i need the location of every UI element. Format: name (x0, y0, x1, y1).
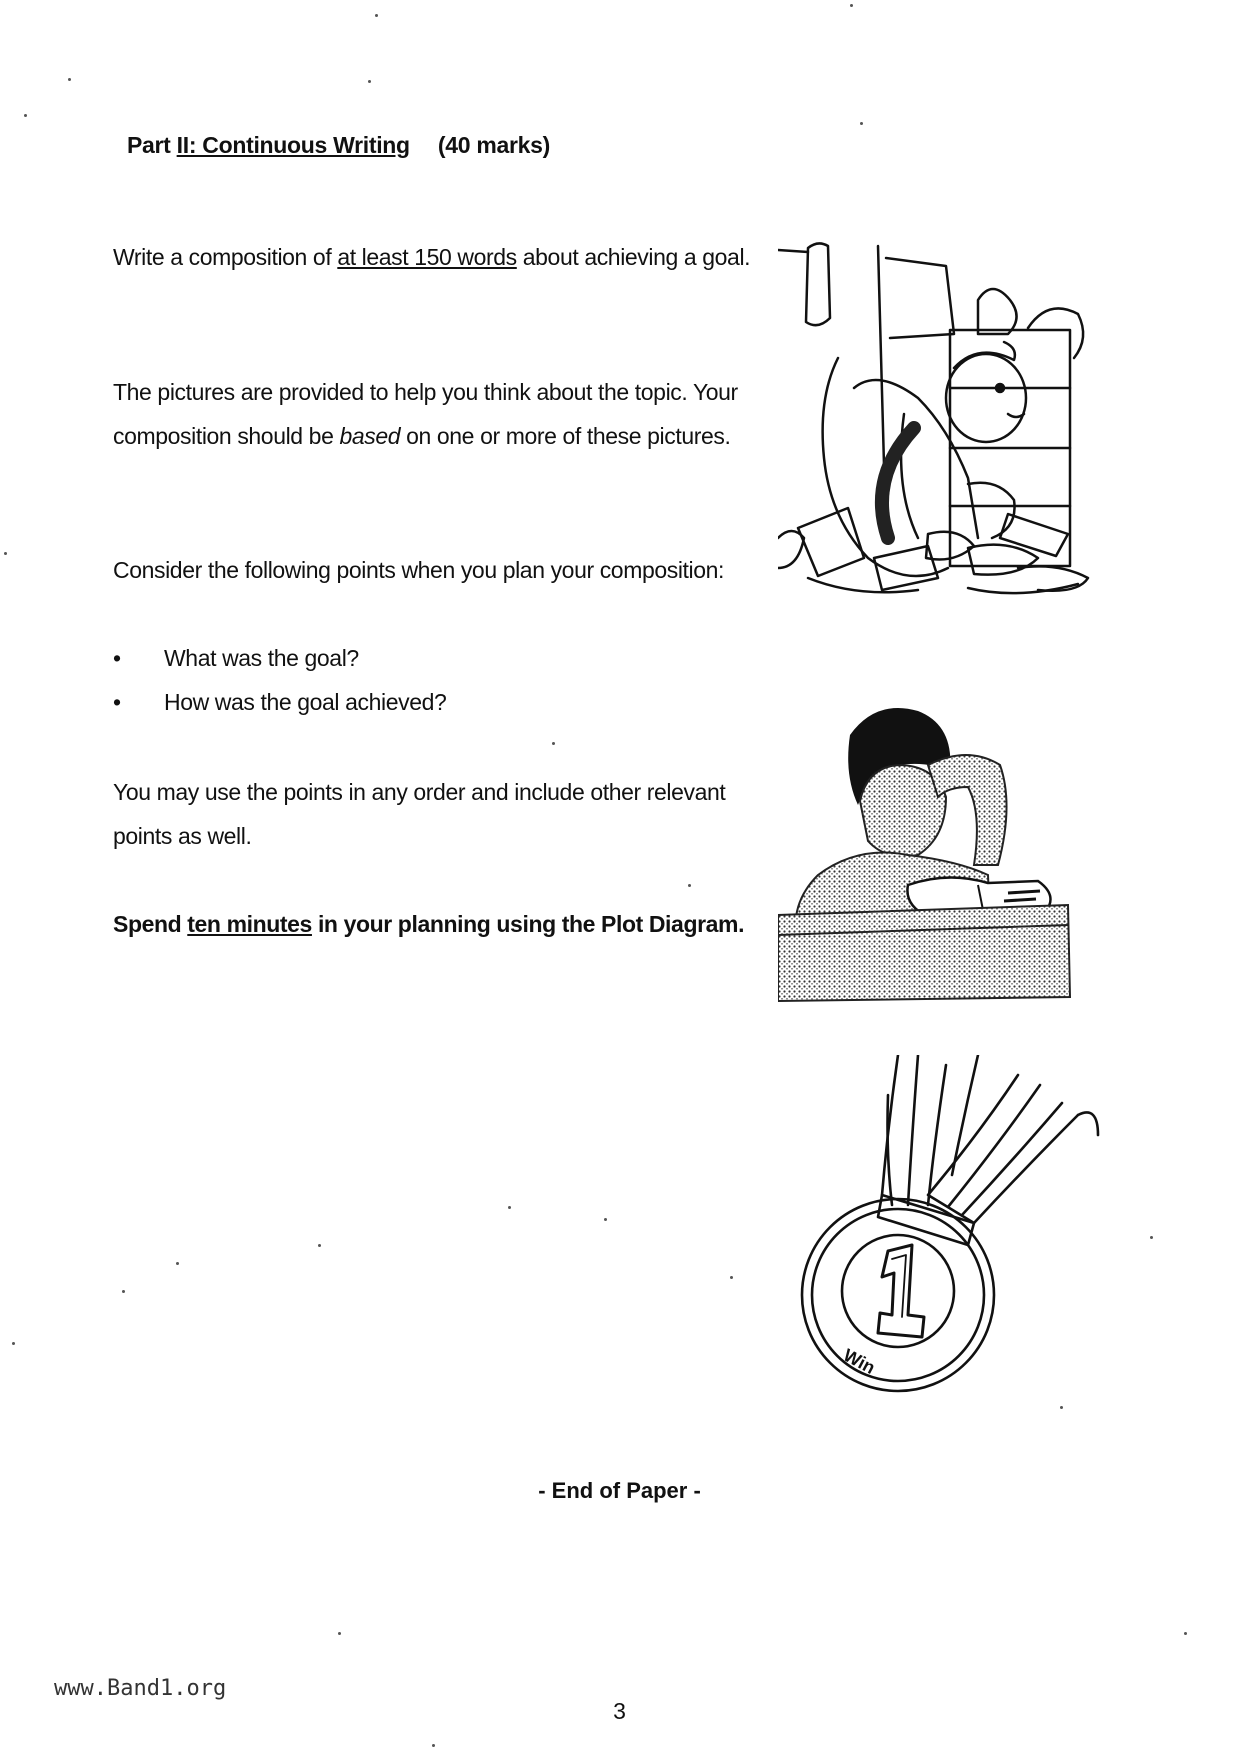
points-list (113, 636, 753, 724)
scan-speck (4, 552, 7, 555)
task-text-before: Write a composition of (113, 244, 338, 270)
scan-speck (68, 78, 71, 81)
order-note: You may use the points in any order and include other relevant points as well. (113, 779, 726, 849)
heading-part-title: II: Continuous Writing (176, 132, 410, 158)
pictures-note-italic: based (339, 423, 401, 449)
task-text-after: about achieving a goal. (516, 244, 751, 270)
scan-speck (1150, 1236, 1153, 1239)
task-word-count: at least 150 words (337, 244, 517, 270)
pictures-note-before: The pictures are provided to help you think about the topic. Your composition should be (113, 379, 738, 449)
scan-speck (1060, 1406, 1063, 1409)
scan-speck (318, 1244, 321, 1247)
scan-speck (375, 14, 378, 17)
task-paragraph (113, 235, 753, 279)
planning-text-after: in your planning using the Plot Diagram. (311, 911, 745, 937)
pictures-note-paragraph (113, 370, 753, 458)
website-footer: www.Band1.org (54, 1676, 227, 1701)
scan-speck (24, 114, 27, 117)
scan-speck (604, 1218, 607, 1221)
consider-intro: Consider the following points when you plan your composition: (113, 557, 725, 583)
scan-speck (860, 122, 863, 125)
list-item: • How was the goal achieved? (113, 680, 753, 724)
scan-speck (730, 1276, 733, 1279)
pictures-note-after: on one or more of these pictures. (400, 423, 731, 449)
scan-speck (176, 1262, 179, 1265)
heading-part-prefix: Part (127, 132, 171, 158)
end-of-paper: - End of Paper - (538, 1478, 701, 1503)
planning-instruction (113, 902, 753, 946)
medal-label: Win (840, 1344, 879, 1378)
scan-speck (850, 4, 853, 7)
scan-speck (368, 80, 371, 83)
planning-text-before: Spend (113, 911, 188, 937)
cluttered-room-illustration (778, 238, 1108, 650)
page-number: 3 (613, 1698, 626, 1724)
heading-marks: (40 marks) (437, 132, 550, 158)
scan-speck (552, 742, 555, 745)
scan-speck (12, 1342, 15, 1345)
scan-speck (338, 1632, 341, 1635)
scan-speck (688, 884, 691, 887)
scan-speck (122, 1290, 125, 1293)
planning-time: ten minutes (187, 911, 312, 937)
scan-speck (1184, 1632, 1187, 1635)
section-heading (127, 132, 550, 159)
list-item: • What was the goal? (113, 636, 753, 680)
scan-speck (508, 1206, 511, 1209)
medal-illustration (778, 1055, 1118, 1427)
studying-student-illustration (778, 705, 1108, 1005)
scan-speck (432, 1744, 435, 1747)
